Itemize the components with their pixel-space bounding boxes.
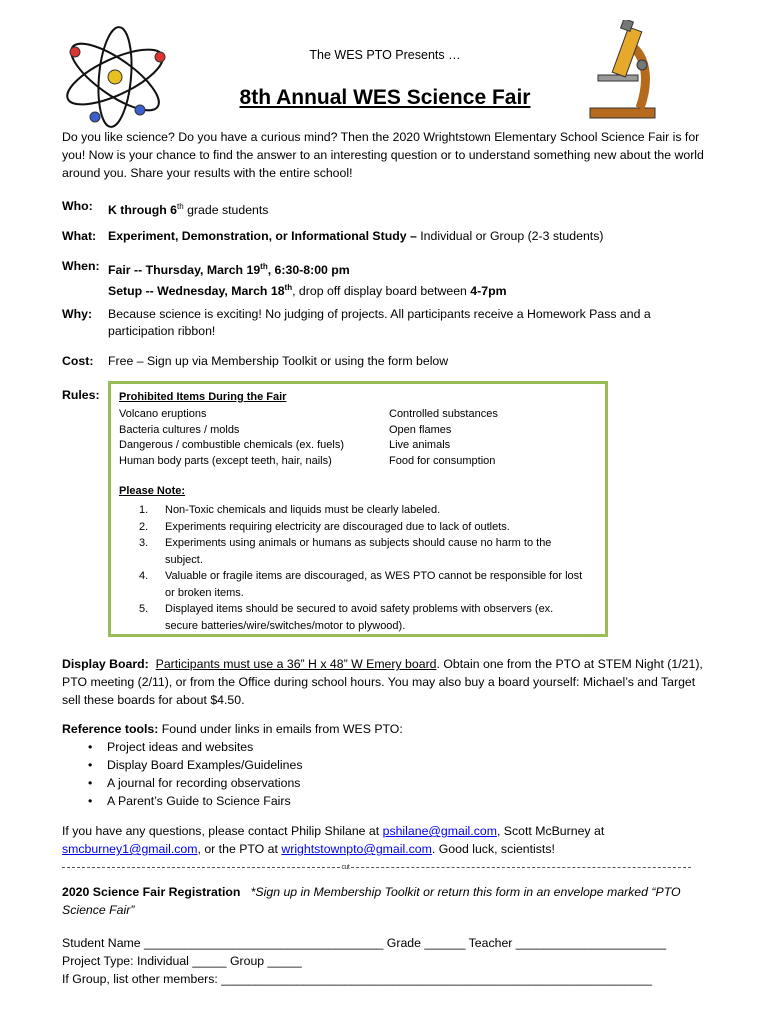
display-board-label: Display Board: — [62, 657, 149, 671]
rules-label: Rules: — [62, 388, 100, 402]
email-link-shilane[interactable]: pshilane@gmail.com — [382, 824, 497, 838]
email-link-pto[interactable]: wrightstownpto@gmail.com — [281, 842, 432, 856]
prohibited-left-list: Volcano eruptions Bacteria cultures / molds Dangerous / combustible chemicals (ex. fuels) Human body parts (except teeth, hair, nails) — [119, 408, 344, 467]
email-link-mcburney[interactable]: smcburney1@gmail.com — [62, 842, 198, 856]
who-grades: K through 6 — [108, 203, 177, 218]
prohibited-heading: Prohibited Items During the Fair — [119, 391, 287, 403]
reference-tools-section: Reference tools: Found under links in emails from WES PTO: • Project ideas and websites • Display Board Examples/Guidelines • A journal for recording observations • A Parent’s Guide to Science Fairs — [62, 720, 712, 810]
project-type-field[interactable]: Project Type: Individual _____ Group _____ — [62, 954, 302, 968]
list-item: • Display Board Examples/Guidelines — [62, 756, 712, 774]
notes-list — [119, 502, 589, 634]
display-board-paragraph: Display Board: Participants must use a 36” H x 48” W Emery board. Obtain one from the PTO at STEM Night (1/21), PTO meeting (2/11), or from the Office during school hours. You may also buy a board yourself: Michael’s and Target sell these boards for about $4.50. — [62, 657, 703, 707]
what-label: What: — [62, 229, 97, 243]
atom-icon — [55, 22, 175, 132]
list-item: • Project ideas and websites — [62, 738, 712, 756]
student-name-field[interactable]: Student Name ___________________________________ Grade ______ Teacher ______________________ — [62, 936, 667, 950]
list-item: • A journal for recording observations — [62, 774, 712, 792]
what-row: What: Experiment, Demonstration, or Informational Study – Individual or Group (2-3 students) — [62, 229, 604, 243]
cut-line: cut — [62, 864, 712, 871]
cost-row: Cost: Free – Sign up via Membership Toolkit or using the form below — [62, 354, 449, 368]
who-row: Who: K through 6th grade students — [62, 199, 269, 218]
reference-label: Reference tools: — [62, 722, 159, 736]
list-item: 3. Experiments using animals or humans as subjects should cause no harm to the subject. — [139, 537, 552, 566]
please-note-heading: Please Note: — [119, 485, 186, 497]
when-row: When: Fair -- Thursday, March 19th, 6:30-8:00 pm Setup -- Wednesday, March 18th, drop off display board between 4-7pm — [62, 259, 507, 299]
list-item: • A Parent’s Guide to Science Fairs — [62, 792, 712, 810]
group-members-field[interactable]: If Group, list other members: _______________________________________________________________ — [62, 972, 653, 986]
presents-line: The WES PTO Presents … — [309, 48, 461, 62]
reference-list — [62, 738, 712, 810]
registration-heading: 2020 Science Fair Registration *Sign up in Membership Toolkit or return this form in an envelope marked “PTO Science Fair” — [62, 885, 681, 917]
list-item: 5. Displayed items should be secured to avoid safety problems with observers (ex. secure batteries/wire/switches/motor to plywood). — [139, 603, 554, 632]
who-label: Who: — [62, 199, 93, 213]
registration-form — [62, 934, 712, 988]
list-item: 2. Experiments requiring electricity are discouraged due to lack of outlets. — [139, 520, 510, 533]
why-row: Why: Because science is exciting! No judging of projects. All participants receive a Homework Pass and a participation ribbon! — [62, 307, 651, 338]
rules-box — [108, 381, 608, 637]
list-item: 1. Non-Toxic chemicals and liquids must be clearly labeled. — [139, 504, 441, 516]
list-item: 4. Valuable or fragile items are discouraged, as WES PTO cannot be responsible for lost or broken items. — [139, 570, 583, 599]
when-label: When: — [62, 259, 100, 273]
page-title: 8th Annual WES Science Fair — [239, 86, 531, 109]
why-label: Why: — [62, 307, 93, 321]
contact-paragraph: If you have any questions, please contact Philip Shilane at pshilane@gmail.com, Scott McBurney at smcburney1@gmail.com, or the PTO at wrightstownpto@gmail.com. Good luck, scientists! — [62, 824, 605, 856]
prohibited-right-list: Controlled substances Open flames Live animals Food for consumption — [389, 408, 498, 467]
intro-paragraph: Do you like science? Do you have a curious mind? Then the 2020 Wrightstown Elementary School Science Fair is for you! Now is your chance to find the answer to an interesting question or to understand something new about the world around you. Share your results with the entire school! — [62, 130, 704, 180]
cost-label: Cost: — [62, 354, 94, 368]
